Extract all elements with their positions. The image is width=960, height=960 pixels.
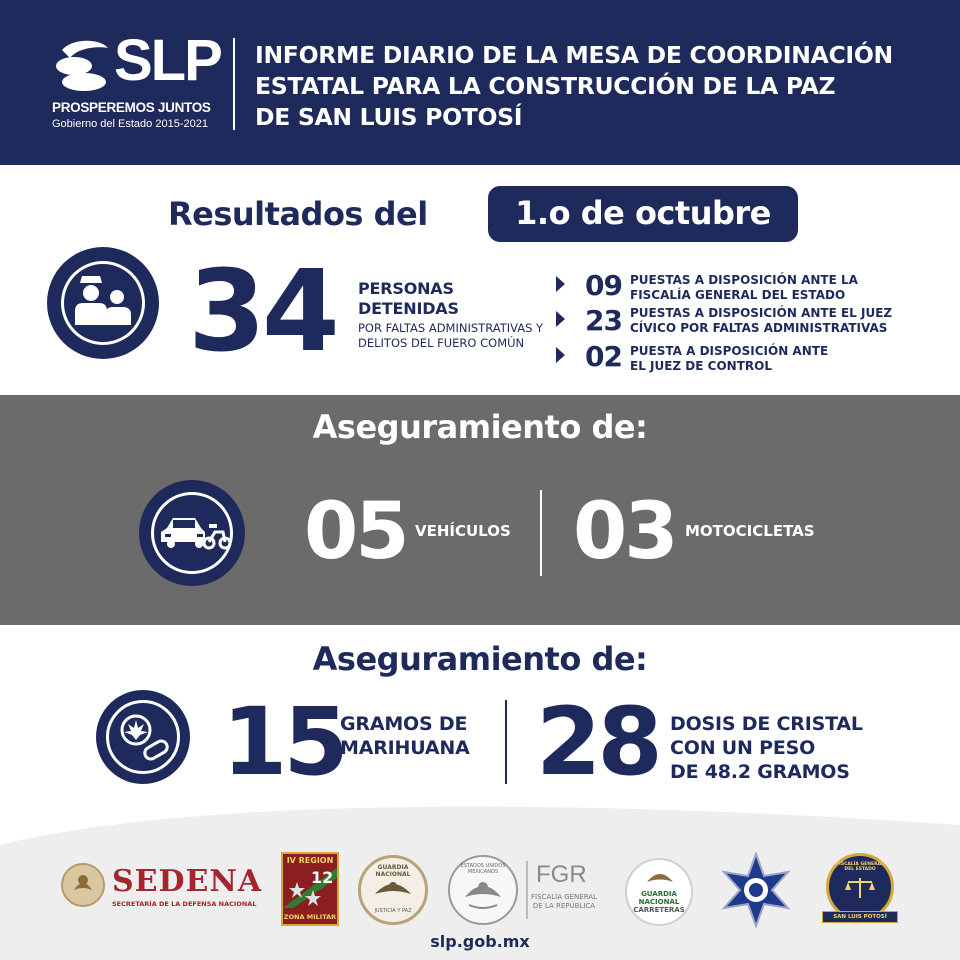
logo-tagline: PROSPEREMOS JUNTOS — [52, 100, 211, 115]
detained-label — [358, 279, 459, 319]
region-bottom: ZONA MILITAR — [283, 913, 337, 921]
breakdown-number: 23 — [585, 304, 622, 337]
bullet-arrow-icon — [556, 276, 565, 292]
breakdown-line: PUESTA A DISPOSICIÓN ANTE — [630, 344, 829, 358]
crystal-label — [670, 712, 863, 784]
mexican-eagle-seal-icon — [60, 862, 106, 908]
detained-description — [358, 321, 543, 351]
breakdown-line: PUESTAS A DISPOSICIÓN ANTE LA — [630, 273, 858, 287]
marijuana-label — [340, 712, 470, 760]
mexico-seal — [448, 855, 518, 925]
zona-militar-badge — [281, 852, 339, 926]
bullet-arrow-icon — [556, 347, 565, 363]
mexican-eagle-icon — [463, 875, 503, 909]
breakdown-number: 09 — [585, 269, 622, 302]
drugs-heading: Aseguramiento de: — [312, 640, 648, 678]
sedena-subtitle: SECRETARÍA DE LA DEFENSA NACIONAL — [112, 900, 257, 908]
logo-name: SLP — [114, 28, 221, 93]
sedena-name: SEDENA — [112, 864, 263, 899]
drugs-icon — [96, 690, 190, 784]
crystal-label-line: CON UN PESO — [670, 737, 816, 759]
crystal-label-line: DE 48.2 GRAMOS — [670, 761, 850, 783]
breakdown-line: PUESTAS A DISPOSICIÓN ANTE EL JUEZ — [630, 306, 893, 320]
gn-carreteras-logo — [625, 858, 693, 926]
vehicles-label: VEHÍCULOS — [415, 522, 511, 540]
gn-carreteras-text — [627, 890, 691, 914]
motorcycles-number: 03 — [573, 487, 676, 577]
motorcycles-label: MOTOCICLETAS — [685, 522, 815, 540]
vehicles-number: 05 — [304, 487, 407, 577]
page-title — [255, 40, 945, 133]
vehicles-divider — [540, 490, 542, 576]
vehicles-heading: Aseguramiento de: — [312, 408, 648, 446]
date-badge: 1.o de octubre — [488, 186, 798, 242]
fgr-line: FISCALÍA GENERAL — [531, 893, 597, 901]
marijuana-label-line: GRAMOS DE — [340, 713, 468, 735]
header-divider — [233, 38, 235, 130]
crystal-label-line: DOSIS DE CRISTAL — [670, 713, 863, 735]
guardia-nacional-seal — [358, 855, 428, 925]
scales-of-justice-icon — [845, 876, 875, 900]
results-heading: Resultados del — [168, 195, 428, 233]
guardia-seal-text: GUARDIA NACIONAL — [375, 864, 411, 878]
crystal-number: 28 — [536, 688, 659, 797]
fiscalia-estado-logo — [822, 853, 898, 929]
sedena-logo — [60, 860, 263, 916]
bullet-arrow-icon — [556, 311, 565, 327]
detained-desc-line: DELITOS DEL FUERO COMÚN — [358, 336, 525, 350]
breakdown-number: 02 — [585, 340, 622, 373]
police-star-icon — [718, 852, 794, 928]
website-link[interactable]: slp.gob.mx — [430, 932, 530, 951]
title-line: INFORME DIARIO DE LA MESA DE COORDINACIÓN — [255, 41, 893, 69]
slp-logo-mark-icon — [52, 40, 112, 96]
fgr-line: DE LA REPÚBLICA — [532, 902, 596, 910]
breakdown-line: CÍVICO POR FALTAS ADMINISTRATIVAS — [630, 321, 888, 335]
breakdown-text — [630, 306, 950, 336]
breakdown-text — [630, 273, 950, 303]
drugs-divider — [505, 700, 507, 784]
detained-person-icon — [47, 247, 159, 359]
title-line: ESTATAL PARA LA CONSTRUCCIÓN DE LA PAZ — [255, 72, 836, 100]
marijuana-number: 15 — [222, 688, 345, 797]
guardia-seal-bottom: JUSTICIA Y PAZ — [374, 908, 412, 914]
fiscalia-ribbon: SAN LUIS POTOSÍ — [822, 911, 898, 923]
car-motorcycle-icon — [139, 480, 245, 586]
region-number: 12 — [311, 868, 334, 887]
breakdown-line: FISCALÍA GENERAL DEL ESTADO — [630, 288, 846, 302]
title-line: DE SAN LUIS POTOSÍ — [255, 103, 523, 131]
fgr-name — [524, 893, 604, 911]
region-top: IV REGION — [286, 856, 334, 865]
breakdown-line: EL JUEZ DE CONTROL — [630, 359, 772, 373]
logo-subtitle: Gobierno del Estado 2015-2021 — [52, 118, 208, 130]
fiscalia-seal-text: FISCALÍA GENERAL DEL ESTADO — [836, 862, 884, 872]
slp-logo — [48, 28, 221, 140]
header-banner — [0, 0, 960, 165]
mexico-seal-text: ESTADOS UNIDOS MEXICANOS — [460, 863, 506, 875]
eagle-icon — [373, 876, 413, 906]
fgr-logo — [448, 855, 608, 925]
eagle-icon — [645, 868, 675, 888]
fgr-abbr: FGR — [536, 861, 587, 888]
gn-line: CARRETERAS — [633, 906, 685, 914]
gn-line: NACIONAL — [638, 898, 680, 906]
gn-line: GUARDIA — [641, 890, 677, 898]
breakdown-text — [630, 344, 950, 374]
marijuana-label-line: MARIHUANA — [340, 737, 470, 759]
detained-label-line: DETENIDAS — [358, 299, 459, 318]
total-detained-number: 34 — [188, 247, 336, 377]
detained-desc-line: POR FALTAS ADMINISTRATIVAS Y — [358, 321, 544, 335]
detained-label-line: PERSONAS — [358, 279, 454, 298]
